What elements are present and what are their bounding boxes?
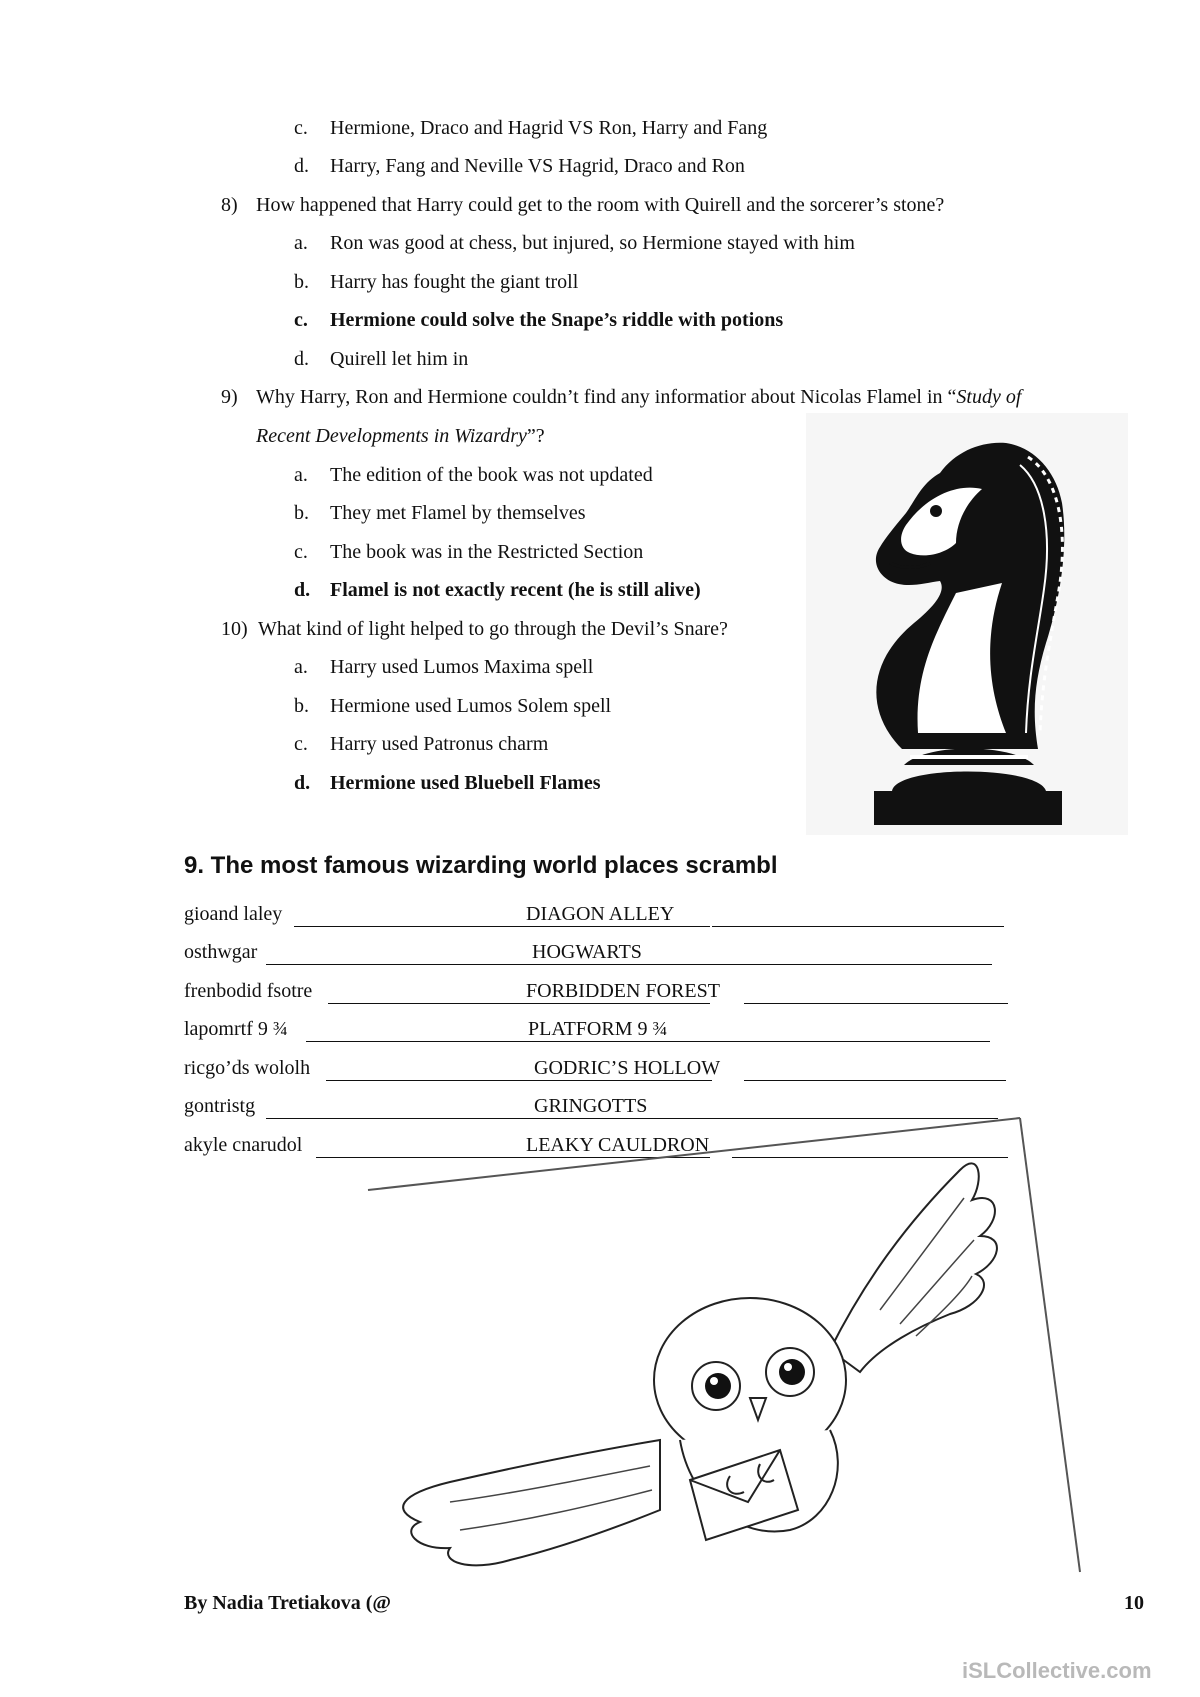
question-text-continued <box>256 424 545 448</box>
option-text: Hermione used Lumos Solem spell <box>330 695 612 717</box>
scrambled-word: gontristg <box>184 1095 256 1117</box>
question-text-end: ”? <box>526 425 545 447</box>
owl-image <box>360 1110 1100 1610</box>
scramble-row <box>184 1017 1024 1043</box>
answer-text: DIAGON ALLEY <box>526 903 675 925</box>
scrambled-word: ricgo’ds wololh <box>184 1057 311 1079</box>
answer-underline <box>328 1003 710 1004</box>
option-letter: d. <box>294 348 309 370</box>
option-letter-correct: d. <box>294 579 311 601</box>
option-letter: a. <box>294 232 308 254</box>
section-heading: 9. The most famous wizarding world places scrambl <box>184 852 778 879</box>
option-letter: b. <box>294 271 309 293</box>
question-number: 10) <box>221 618 248 640</box>
scrambled-word: akyle cnarudol <box>184 1134 303 1156</box>
option-letter: c. <box>294 541 308 563</box>
watermark: iSLCollective.com <box>962 1658 1152 1683</box>
scramble-row <box>184 940 1024 966</box>
option-letter: b. <box>294 502 309 524</box>
option-text: Harry, Fang and Neville VS Hagrid, Draco and Ron <box>330 155 745 177</box>
answer-underline <box>326 1080 712 1081</box>
option-text: They met Flamel by themselves <box>330 502 586 524</box>
answer-text: GRINGOTTS <box>534 1095 648 1117</box>
answer-underline <box>744 1080 1006 1081</box>
option-text-correct: Hermione used Bluebell Flames <box>330 772 601 794</box>
answer-underline <box>266 964 714 965</box>
scrambled-word: frenbodid fsotre <box>184 980 313 1002</box>
answer-text: PLATFORM 9 ¾ <box>528 1018 668 1040</box>
question-text <box>256 385 1021 409</box>
option-letter: c. <box>294 117 308 139</box>
answer-text: LEAKY CAULDRON <box>526 1134 710 1156</box>
option-text: Hermione, Draco and Hagrid VS Ron, Harry and Fang <box>330 117 768 139</box>
question-number: 9) <box>221 386 238 408</box>
answer-underline <box>662 964 992 965</box>
option-text: Harry used Lumos Maxima spell <box>330 656 594 678</box>
answer-underline <box>306 1041 710 1042</box>
option-text-correct: Flamel is not exactly recent (he is still alive) <box>330 579 701 601</box>
scrambled-word: lapomrtf 9 ¾ <box>184 1018 288 1040</box>
scramble-row <box>184 979 1024 1005</box>
option-text: The edition of the book was not updated <box>330 464 653 486</box>
question-text: What kind of light helped to go through the Devil’s Snare? <box>258 618 728 640</box>
answer-underline <box>688 1041 990 1042</box>
scrambled-word: gioand laley <box>184 903 283 925</box>
question-text: How happened that Harry could get to the room with Quirell and the sorcerer’s stone? <box>256 194 945 216</box>
option-letter-correct: c. <box>294 309 308 331</box>
option-text: Quirell let him in <box>330 348 469 370</box>
option-letter: c. <box>294 733 308 755</box>
footer-author: By Nadia Tretiakova (@ <box>184 1592 391 1614</box>
answer-underline <box>744 1003 1008 1004</box>
option-text: The book was in the Restricted Section <box>330 541 644 563</box>
answer-text: GODRIC’S HOLLOW <box>534 1057 721 1079</box>
book-title-part-1: Study of <box>956 386 1022 408</box>
option-letter: a. <box>294 464 308 486</box>
question-number: 8) <box>221 194 238 216</box>
book-title-part-2: Recent Developments in Wizardry <box>256 425 527 447</box>
page-number: 10 <box>1124 1592 1144 1614</box>
question-text-start: Why Harry, Ron and Hermione couldn’t find any informatior about Nicolas Flamel in “ <box>256 386 957 408</box>
option-letter: a. <box>294 656 308 678</box>
option-text-correct: Hermione could solve the Snape’s riddle with potions <box>330 309 784 331</box>
answer-underline <box>712 926 1004 927</box>
answer-underline <box>294 926 710 927</box>
owl-with-letter-icon <box>360 1110 1100 1610</box>
option-letter: b. <box>294 695 309 717</box>
chess-knight-icon <box>806 413 1128 835</box>
answer-text: FORBIDDEN FOREST <box>526 980 720 1002</box>
scramble-row <box>184 902 1024 928</box>
scramble-row <box>184 1056 1024 1082</box>
answer-text: HOGWARTS <box>532 941 642 963</box>
chess-knight-image <box>806 413 1128 835</box>
scrambled-word: osthwgar <box>184 941 258 963</box>
option-letter-correct: d. <box>294 772 311 794</box>
option-text: Ron was good at chess, but injured, so Hermione stayed with him <box>330 232 855 254</box>
option-letter: d. <box>294 155 309 177</box>
option-text: Harry has fought the giant troll <box>330 271 579 293</box>
option-text: Harry used Patronus charm <box>330 733 549 755</box>
